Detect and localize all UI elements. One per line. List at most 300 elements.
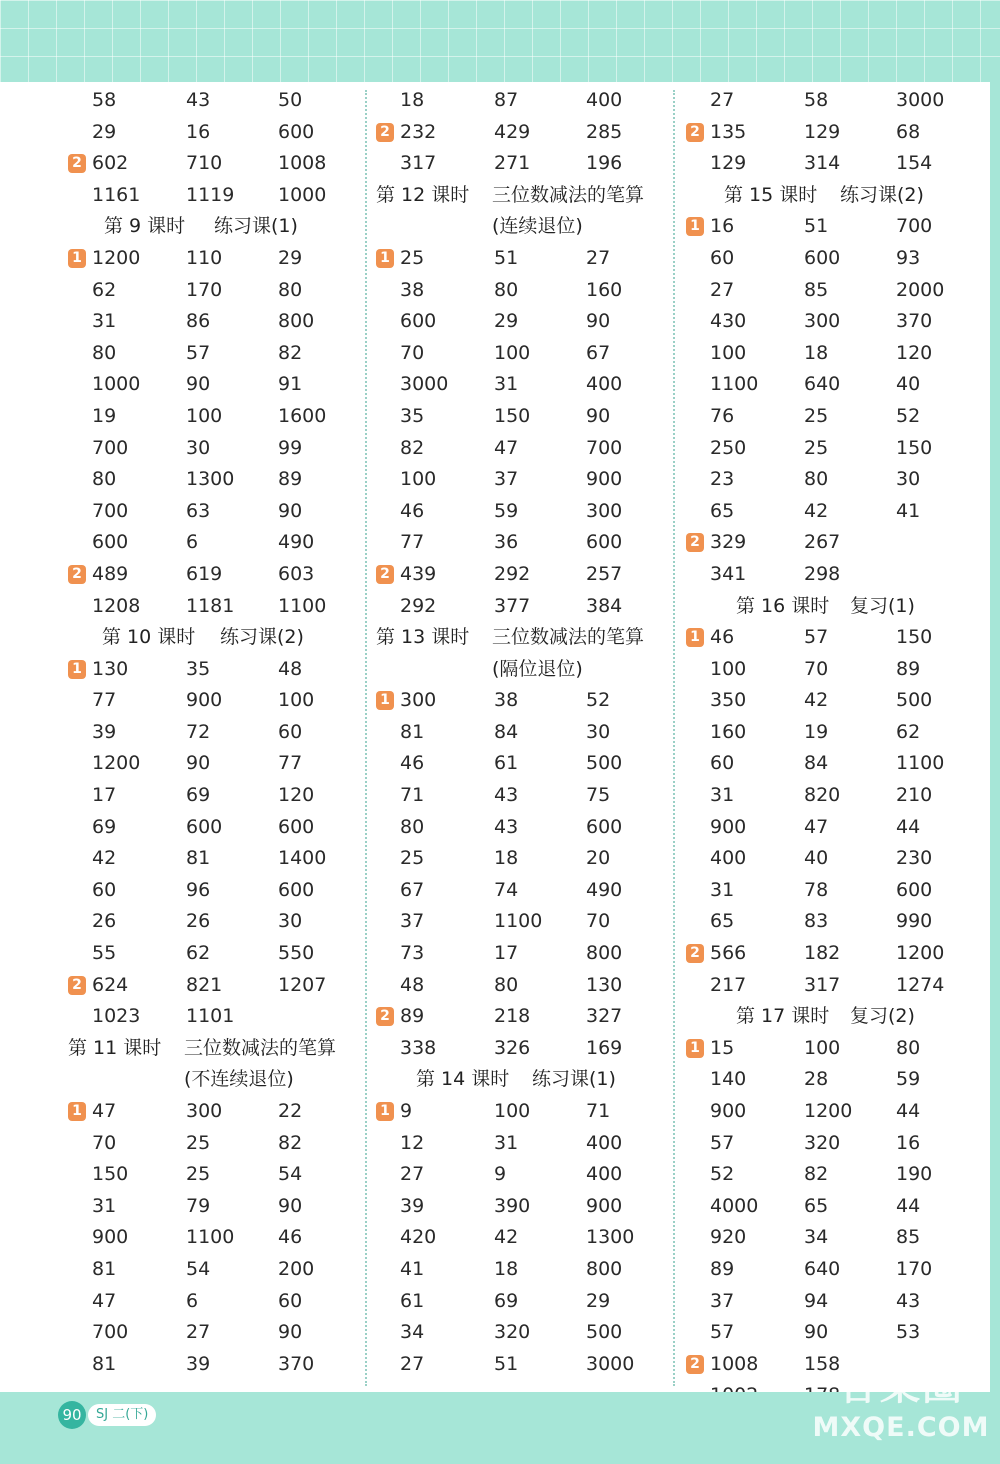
answer-row <box>680 1033 980 1065</box>
answer-row <box>370 1096 670 1128</box>
answer-value: 420 <box>400 1226 437 1249</box>
answer-row <box>680 780 980 812</box>
question-number-badge: 1 <box>68 660 86 679</box>
answer-value: 170 <box>896 1257 933 1280</box>
answer-value: 53 <box>896 1321 921 1344</box>
answer-value: 1274 <box>896 973 945 996</box>
lesson-title <box>62 1064 362 1096</box>
answer-value: 60 <box>278 720 303 743</box>
answer-row <box>370 875 670 907</box>
answer-value: 58 <box>92 89 117 111</box>
answer-value: 600 <box>896 878 933 901</box>
answer-value: 81 <box>92 1352 117 1375</box>
question-number-badge: 1 <box>376 691 394 710</box>
answer-value: 285 <box>586 120 623 143</box>
answer-value: 6 <box>186 1289 199 1312</box>
answer-value: 77 <box>278 752 303 775</box>
answer-row <box>680 496 980 528</box>
answer-value: 85 <box>896 1226 921 1249</box>
answer-value: 327 <box>586 1005 623 1028</box>
answer-value: 439 <box>400 562 437 585</box>
answer-row <box>62 496 362 528</box>
answer-row <box>680 717 980 749</box>
answer-value: 81 <box>186 847 211 870</box>
answer-value: 182 <box>804 942 841 965</box>
lesson-title <box>370 180 670 212</box>
answer-value: 80 <box>494 973 519 996</box>
answer-value: 160 <box>710 720 747 743</box>
answer-value: 640 <box>804 373 841 396</box>
answer-value: 9 <box>400 1100 413 1122</box>
answer-value: 34 <box>804 1226 829 1249</box>
answer-value: 68 <box>896 120 921 143</box>
answer-row <box>370 906 670 938</box>
answer-value: 500 <box>896 689 933 712</box>
answer-value: 920 <box>710 1226 747 1249</box>
answer-row <box>370 780 670 812</box>
answer-row <box>62 654 362 686</box>
answer-value: 17 <box>494 942 519 965</box>
answer-value: 329 <box>710 531 747 554</box>
answer-value: 19 <box>804 720 829 743</box>
answer-row <box>62 875 362 907</box>
answer-value: 26 <box>92 910 117 933</box>
answer-value: 600 <box>186 815 223 838</box>
answer-value: 31 <box>710 784 735 807</box>
answer-value: 57 <box>186 341 211 364</box>
lesson-topic: (不连续退位) <box>184 1068 294 1091</box>
answer-row <box>370 275 670 307</box>
answer-value: 43 <box>186 89 211 111</box>
answer-value: 84 <box>494 720 519 743</box>
answer-value: 60 <box>710 752 735 775</box>
answer-row <box>62 1222 362 1254</box>
answer-value: 30 <box>186 436 211 459</box>
lesson-number: 第 14 课时 <box>416 1068 510 1091</box>
answer-row <box>370 559 670 591</box>
answer-value: 62 <box>896 720 921 743</box>
answer-value: 46 <box>278 1226 303 1249</box>
answer-value: 27 <box>400 1352 425 1375</box>
answer-value: 129 <box>804 120 841 143</box>
answer-value: 71 <box>400 784 425 807</box>
lesson-topic: 三位数减法的笔算 <box>184 1036 337 1059</box>
answer-value: 67 <box>400 878 425 901</box>
answer-value: 27 <box>710 89 735 111</box>
answer-row <box>62 401 362 433</box>
answer-value: 25 <box>186 1163 211 1186</box>
answer-value: 31 <box>710 878 735 901</box>
answer-value: 82 <box>278 1131 303 1154</box>
lesson-topic: (连续退位) <box>492 215 583 238</box>
answer-value: 1181 <box>186 594 235 617</box>
lesson-topic: 复习(2) <box>850 1005 915 1028</box>
answer-value: 61 <box>400 1289 425 1312</box>
answer-row <box>62 938 362 970</box>
answer-value: 1008 <box>710 1352 759 1375</box>
answer-row <box>680 211 980 243</box>
answer-value: 341 <box>710 562 747 585</box>
lesson-title <box>680 180 980 212</box>
answer-row <box>680 338 980 370</box>
answer-row <box>680 622 980 654</box>
answer-row <box>370 748 670 780</box>
answer-row <box>62 306 362 338</box>
answer-value: 80 <box>278 278 303 301</box>
answer-value: 1100 <box>494 910 543 933</box>
answer-value: 70 <box>804 657 829 680</box>
answer-value: 500 <box>586 1321 623 1344</box>
answer-value: 100 <box>278 689 315 712</box>
answer-row <box>370 1254 670 1286</box>
answer-value: 150 <box>494 404 531 427</box>
answer-value: 30 <box>896 468 921 491</box>
answer-value: 140 <box>710 1068 747 1091</box>
answer-value: 18 <box>804 341 829 364</box>
answer-value: 43 <box>494 784 519 807</box>
answer-value: 25 <box>400 246 425 269</box>
answer-value: 15 <box>710 1036 735 1059</box>
answer-value: 700 <box>92 436 129 459</box>
question-number-badge: 1 <box>68 1102 86 1121</box>
answer-value: 42 <box>804 689 829 712</box>
answer-row <box>370 1286 670 1318</box>
answer-value: 30 <box>278 910 303 933</box>
answer-value: 48 <box>400 973 425 996</box>
answer-value: 54 <box>278 1163 303 1186</box>
answer-row <box>680 1222 980 1254</box>
answer-row <box>370 306 670 338</box>
answer-value: 69 <box>186 784 211 807</box>
answer-value: 70 <box>400 341 425 364</box>
answer-value: 82 <box>400 436 425 459</box>
answer-value: 72 <box>186 720 211 743</box>
lesson-number: 第 11 课时 <box>68 1036 162 1059</box>
answer-value: 390 <box>494 1194 531 1217</box>
lesson-title <box>680 591 980 623</box>
answer-value: 94 <box>804 1289 829 1312</box>
answer-value: 602 <box>92 152 129 175</box>
answer-value: 100 <box>186 404 223 427</box>
answer-value: 77 <box>92 689 117 712</box>
question-number-badge: 2 <box>376 565 394 584</box>
answer-value: 600 <box>804 246 841 269</box>
answer-row <box>680 85 980 117</box>
answer-value: 12 <box>400 1131 425 1154</box>
answer-row <box>62 148 362 180</box>
answer-value: 3000 <box>400 373 449 396</box>
answer-value: 100 <box>710 341 747 364</box>
answer-value: 59 <box>494 499 519 522</box>
answer-value: 1161 <box>92 183 141 206</box>
answer-value: 65 <box>804 1194 829 1217</box>
answer-value: 230 <box>896 847 933 870</box>
answer-value: 1000 <box>278 183 327 206</box>
answer-row <box>370 85 670 117</box>
answer-value: 55 <box>92 942 117 965</box>
answer-value: 42 <box>804 499 829 522</box>
answer-value: 900 <box>586 468 623 491</box>
answer-value: 73 <box>400 942 425 965</box>
answer-row <box>370 1033 670 1065</box>
answer-value: 130 <box>586 973 623 996</box>
answer-row <box>680 1064 980 1096</box>
answer-value: 3000 <box>896 89 945 111</box>
answer-row <box>62 527 362 559</box>
answer-value: 61 <box>494 752 519 775</box>
answer-value: 91 <box>278 373 303 396</box>
answer-value: 58 <box>804 89 829 111</box>
answer-value: 74 <box>494 878 519 901</box>
answer-value: 190 <box>896 1163 933 1186</box>
answer-value: 18 <box>494 847 519 870</box>
answer-row <box>62 970 362 1002</box>
answer-row <box>370 1222 670 1254</box>
answer-value: 90 <box>804 1321 829 1344</box>
answer-value: 1008 <box>278 152 327 175</box>
answer-value: 400 <box>586 1163 623 1186</box>
question-number-badge: 2 <box>68 565 86 584</box>
answer-row <box>62 591 362 623</box>
watermark-url: MXQE.COM <box>812 1412 990 1443</box>
question-number-badge: 2 <box>686 1355 704 1374</box>
answer-row <box>680 1317 980 1349</box>
answer-value: 35 <box>186 657 211 680</box>
answer-value: 27 <box>710 278 735 301</box>
answer-value: 317 <box>400 152 437 175</box>
answer-value: 69 <box>92 815 117 838</box>
answer-row <box>370 401 670 433</box>
answer-value: 44 <box>896 1100 921 1122</box>
answer-value: 232 <box>400 120 437 143</box>
answer-value: 80 <box>400 815 425 838</box>
answer-value: 31 <box>494 1131 519 1154</box>
answer-row <box>370 591 670 623</box>
answer-value: 700 <box>92 499 129 522</box>
answer-row <box>680 148 980 180</box>
answer-value: 292 <box>400 594 437 617</box>
answer-value: 217 <box>710 973 747 996</box>
answer-value: 42 <box>494 1226 519 1249</box>
answer-row <box>370 1349 670 1381</box>
answer-row <box>370 970 670 1002</box>
answer-row <box>62 812 362 844</box>
answer-value: 158 <box>804 1352 841 1375</box>
question-number-badge: 2 <box>686 533 704 552</box>
answer-row <box>680 875 980 907</box>
answer-row <box>62 1317 362 1349</box>
question-number-badge: 2 <box>68 976 86 995</box>
answer-value: 57 <box>710 1131 735 1154</box>
answer-row <box>680 559 980 591</box>
answer-value: 3000 <box>586 1352 635 1375</box>
answer-value: 821 <box>186 973 223 996</box>
answer-row <box>680 812 980 844</box>
answer-row <box>370 938 670 970</box>
answer-value: 600 <box>400 310 437 333</box>
answer-value: 800 <box>278 310 315 333</box>
answer-row <box>680 117 980 149</box>
answer-value: 271 <box>494 152 531 175</box>
answer-value: 1207 <box>278 973 327 996</box>
answer-value: 29 <box>586 1289 611 1312</box>
answer-value: 99 <box>278 436 303 459</box>
answer-row <box>370 243 670 275</box>
lesson-topic: 三位数减法的笔算 <box>492 626 645 649</box>
top-grid-band <box>0 0 1000 82</box>
answer-value: 700 <box>586 436 623 459</box>
answer-value: 65 <box>710 910 735 933</box>
answer-value: 196 <box>586 152 623 175</box>
answer-value: 23 <box>710 468 735 491</box>
answer-value: 39 <box>400 1194 425 1217</box>
answer-value: 90 <box>278 1321 303 1344</box>
answer-value: 80 <box>804 468 829 491</box>
answer-value: 1100 <box>186 1226 235 1249</box>
answer-value: 20 <box>586 847 611 870</box>
answer-value: 60 <box>278 1289 303 1312</box>
answer-value: 1100 <box>896 752 945 775</box>
column-divider <box>673 90 675 1386</box>
answer-value: 70 <box>586 910 611 933</box>
answer-row <box>370 369 670 401</box>
answer-row <box>62 1254 362 1286</box>
answer-value: 820 <box>804 784 841 807</box>
answer-row <box>680 843 980 875</box>
answer-value: 370 <box>278 1352 315 1375</box>
page-number: 90 <box>58 1401 86 1429</box>
answer-row <box>680 1159 980 1191</box>
answer-row <box>370 843 670 875</box>
answer-value: 320 <box>494 1321 531 1344</box>
answer-value: 200 <box>278 1257 315 1280</box>
answer-value: 79 <box>186 1194 211 1217</box>
answer-row <box>62 1159 362 1191</box>
answer-value: 48 <box>278 657 303 680</box>
answer-value: 169 <box>586 1036 623 1059</box>
answer-value: 82 <box>278 341 303 364</box>
answer-value: 57 <box>804 626 829 649</box>
lesson-number: 第 12 课时 <box>376 183 470 206</box>
book-tag: SJ 二(下) <box>88 1404 156 1426</box>
answer-value: 71 <box>586 1100 611 1122</box>
answer-row <box>62 369 362 401</box>
answer-value: 87 <box>494 89 519 111</box>
answer-value: 490 <box>586 878 623 901</box>
answer-value: 100 <box>710 657 747 680</box>
answer-value: 700 <box>896 215 933 238</box>
answer-row <box>680 938 980 970</box>
answer-row <box>62 1001 362 1033</box>
answer-value: 78 <box>804 878 829 901</box>
answer-value: 370 <box>896 310 933 333</box>
question-number-badge: 1 <box>686 1039 704 1058</box>
question-number-badge: 1 <box>68 249 86 268</box>
question-number-badge: 1 <box>376 249 394 268</box>
answer-value: 900 <box>710 815 747 838</box>
answer-value: 25 <box>186 1131 211 1154</box>
answer-value: 154 <box>896 152 933 175</box>
answer-value: 600 <box>278 815 315 838</box>
answer-value: 1200 <box>896 942 945 965</box>
answer-row <box>370 338 670 370</box>
answer-value: 600 <box>278 120 315 143</box>
answer-row <box>680 306 980 338</box>
answer-row <box>680 906 980 938</box>
answer-value: 26 <box>186 910 211 933</box>
answer-value: 1200 <box>92 246 141 269</box>
answer-row <box>62 559 362 591</box>
answer-value: 6 <box>186 531 199 554</box>
question-number-badge: 2 <box>68 154 86 173</box>
lesson-number: 第 9 课时 <box>104 215 186 238</box>
answer-value: 22 <box>278 1100 303 1122</box>
answer-value: 210 <box>896 784 933 807</box>
answer-value: 51 <box>494 1352 519 1375</box>
answer-value: 619 <box>186 562 223 585</box>
answer-row <box>370 685 670 717</box>
answer-value: 4000 <box>710 1194 759 1217</box>
answer-value: 218 <box>494 1005 531 1028</box>
answer-value: 120 <box>278 784 315 807</box>
answer-value: 43 <box>494 815 519 838</box>
answer-value: 257 <box>586 562 623 585</box>
lesson-topic: 练习课(1) <box>214 215 298 238</box>
answer-value: 1300 <box>586 1226 635 1249</box>
answer-value: 37 <box>400 910 425 933</box>
answer-value: 62 <box>186 942 211 965</box>
answer-value: 81 <box>92 1257 117 1280</box>
answer-value: 900 <box>92 1226 129 1249</box>
answer-value: 84 <box>804 752 829 775</box>
answer-value: 51 <box>804 215 829 238</box>
answer-value: 62 <box>92 278 117 301</box>
answer-value: 29 <box>494 310 519 333</box>
answer-value: 60 <box>92 878 117 901</box>
answer-value: 429 <box>494 120 531 143</box>
answer-row <box>680 433 980 465</box>
answer-value: 300 <box>804 310 841 333</box>
answer-value: 338 <box>400 1036 437 1059</box>
question-number-badge: 2 <box>376 123 394 142</box>
answer-row <box>370 527 670 559</box>
answer-value: 384 <box>586 594 623 617</box>
answer-value: 430 <box>710 310 747 333</box>
answer-value: 54 <box>186 1257 211 1280</box>
answer-value: 135 <box>710 120 747 143</box>
answer-value: 27 <box>586 246 611 269</box>
answer-value: 80 <box>494 278 519 301</box>
lesson-title <box>62 622 362 654</box>
answer-value: 120 <box>896 341 933 364</box>
answer-value: 47 <box>92 1100 117 1122</box>
answer-value: 1000 <box>92 373 141 396</box>
answer-value: 314 <box>804 152 841 175</box>
answer-value: 69 <box>494 1289 519 1312</box>
answer-value: 25 <box>804 436 829 459</box>
answer-value: 46 <box>710 626 735 649</box>
answer-value: 25 <box>804 404 829 427</box>
answer-value: 350 <box>710 689 747 712</box>
lesson-number: 第 15 课时 <box>724 183 818 206</box>
answer-row <box>62 464 362 496</box>
answer-value: 298 <box>804 562 841 585</box>
answer-value: 80 <box>92 468 117 491</box>
answer-value: 44 <box>896 815 921 838</box>
answer-row <box>680 970 980 1002</box>
answer-row <box>62 275 362 307</box>
answer-value: 1300 <box>186 468 235 491</box>
